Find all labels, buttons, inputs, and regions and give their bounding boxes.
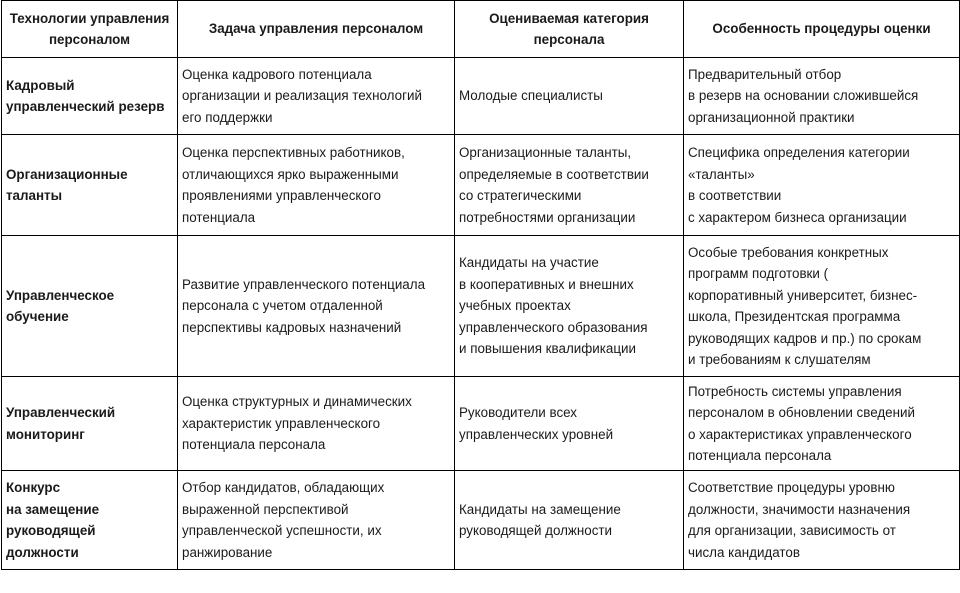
cell-technology: Кадровый управленческий резерв xyxy=(2,58,178,135)
cell-feature: Соответствие процедуры уровню должности, значимости назначения для организации, зависимость от числа кандидатов xyxy=(684,471,960,570)
cell-feature: Предварительный отбор в резерв на основании сложившейся организационной практики xyxy=(684,58,960,135)
cell-feature: Специфика определения категории «таланты» в соответствии с характером бизнеса организации xyxy=(684,135,960,236)
cell-task: Отбор кандидатов, обладающих выраженной перспективой управленческой успешности, их ранжирование xyxy=(178,471,455,570)
cell-feature: Особые требования конкретных программ подготовки ( корпоративный университет, бизнес- школа, Президентская программа руководящих кадров и пр.) по срокам и требованиям к слушателям xyxy=(684,236,960,377)
cell-technology: Управленческий мониторинг xyxy=(2,377,178,471)
cell-technology: Управленческое обучение xyxy=(2,236,178,377)
cell-category: Организационные таланты, определяемые в соответствии со стратегическими потребностями организации xyxy=(455,135,684,236)
cell-category: Кандидаты на участие в кооперативных и внешних учебных проектах управленческого образования и повышения квалификации xyxy=(455,236,684,377)
header-category: Оцениваемая категория персонала xyxy=(455,1,684,58)
table-row xyxy=(2,471,960,570)
personnel-assessment-table xyxy=(1,0,960,570)
table-body xyxy=(2,58,960,570)
header-task: Задача управления персоналом xyxy=(178,1,455,58)
cell-task: Оценка перспективных работников, отличающихся ярко выраженными проявлениями управленческого потенциала xyxy=(178,135,455,236)
cell-technology: Организационные таланты xyxy=(2,135,178,236)
table-row xyxy=(2,135,960,236)
table-row xyxy=(2,236,960,377)
header-feature: Особенность процедуры оценки xyxy=(684,1,960,58)
cell-task: Оценка структурных и динамических характеристик управленческого потенциала персонала xyxy=(178,377,455,471)
cell-category: Молодые специалисты xyxy=(455,58,684,135)
header-technology: Технологии управления персоналом xyxy=(2,1,178,58)
table-header xyxy=(2,1,960,58)
header-row xyxy=(2,1,960,58)
cell-category: Кандидаты на замещение руководящей должности xyxy=(455,471,684,570)
cell-feature: Потребность системы управления персоналом в обновлении сведений о характеристиках управленческого потенциала персонала xyxy=(684,377,960,471)
table-row xyxy=(2,377,960,471)
cell-task: Оценка кадрового потенциала организации и реализация технологий его поддержки xyxy=(178,58,455,135)
cell-task: Развитие управленческого потенциала персонала с учетом отдаленной перспективы кадровых назначений xyxy=(178,236,455,377)
cell-category: Руководители всех управленческих уровней xyxy=(455,377,684,471)
cell-technology: Конкурс на замещение руководящей должности xyxy=(2,471,178,570)
table-row xyxy=(2,58,960,135)
